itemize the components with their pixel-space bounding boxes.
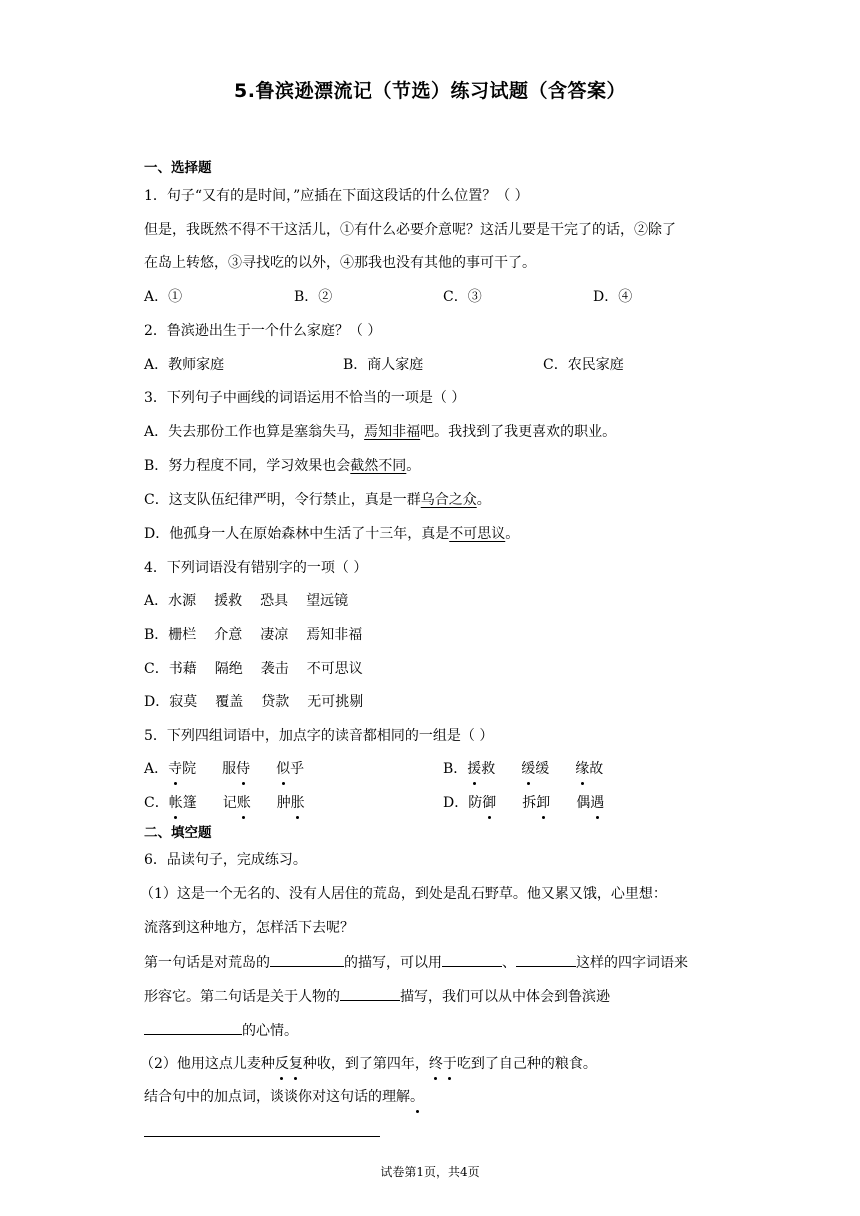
q5-a-char: 乎 — [290, 761, 305, 777]
q4-b-word: 凄凉 — [260, 627, 289, 643]
q5-a-char: 服 — [222, 761, 237, 777]
q5-d-dotted-char: 遇 — [590, 795, 605, 811]
q3-c-text-end: 。 — [476, 492, 491, 508]
q5-c-char: 肿 — [276, 795, 291, 811]
q4-option-b — [144, 625, 362, 645]
q1-passage-line2: 在岛上转悠，③寻找吃的以外，④那我也没有其他的事可干了。 — [144, 255, 536, 271]
q5-b-label: B． — [443, 761, 468, 777]
q5-d-label: D． — [443, 795, 469, 811]
q5-option-d — [443, 793, 604, 813]
q4-option-c — [144, 659, 363, 679]
q6-fill-text: 这样的四字词语来 — [576, 955, 688, 971]
q5-stem: 5．下列四组词语中，加点字的读音都相同的一组是（ ） — [144, 728, 494, 744]
q3-a-text-end: 吧。我找到了我更喜欢的职业。 — [420, 424, 617, 440]
q2-option-b: B．商人家庭 — [343, 357, 424, 373]
q5-c-char: 记 — [222, 795, 237, 811]
q6-part2-sentence — [140, 1054, 597, 1074]
q6-part2-text: （2）他用这点儿麦种 — [140, 1056, 275, 1072]
q4-a-word: 望远镜 — [306, 593, 349, 609]
q6-fill-line2 — [144, 986, 610, 1007]
q5-a-dotted-char: 似 — [276, 761, 291, 777]
q3-a-underlined: 焉知非福 — [364, 424, 421, 440]
q3-stem: 3．下列句子中画线的词语运用不恰当的一项是（ ） — [144, 390, 466, 406]
q6-fill-text: 的描写，可以用 — [344, 955, 442, 971]
q4-b-word: 介意 — [214, 627, 243, 643]
q6-part2-question — [144, 1087, 424, 1107]
q3-c-text: C．这支队伍纪律严明，令行禁止，真是一群 — [144, 492, 421, 508]
q2-option-a: A．教师家庭 — [144, 357, 225, 373]
q4-stem: 4．下列词语没有错别字的一项（ ） — [144, 560, 368, 576]
section-heading-choice: 一、选择题 — [144, 160, 212, 176]
q5-d-char: 防 — [468, 795, 483, 811]
q6-fill-text: 、 — [502, 955, 516, 971]
q5-b-char: 故 — [589, 761, 604, 777]
q4-d-word: D．寂莫 — [144, 694, 198, 710]
q6-part1-line2: 流落到这种地方，怎样活下去呢？ — [144, 920, 354, 936]
q3-option-b — [144, 456, 420, 476]
q3-option-d — [144, 524, 519, 544]
answer-blank[interactable] — [340, 986, 400, 1001]
q4-b-word: 焉知非福 — [306, 627, 363, 643]
q4-a-word: 恐具 — [260, 593, 289, 609]
q6-fill-text: 描写，我们可以从中体会到鲁滨逊 — [400, 989, 610, 1005]
section-heading-fill: 二、填空题 — [144, 825, 212, 841]
q6-fill-text: 形容它。第二句话是关于人物的 — [144, 989, 340, 1005]
q6-fill-line1 — [144, 952, 688, 973]
q5-c-dotted-char: 胀 — [290, 795, 305, 811]
q5-b-dotted-char: 缘 — [575, 761, 590, 777]
q5-a-char: 院 — [182, 761, 197, 777]
q5-d-char: 拆 — [522, 795, 537, 811]
q5-c-dotted-char: 帐 — [168, 795, 183, 811]
q4-option-a — [144, 591, 348, 611]
q3-c-underlined: 乌合之众 — [420, 492, 477, 508]
q5-a-label: A． — [144, 761, 169, 777]
q5-c-char: 篷 — [182, 795, 197, 811]
q1-passage-line1: 但是，我既然不得不干这活儿，①有什么必要介意呢？这活儿要是干完了的话，②除了 — [144, 222, 676, 238]
q6-part2-text: 种收，到了第四年， — [302, 1056, 429, 1072]
q3-a-text: A．失去那份工作也算是塞翁失马， — [144, 424, 365, 440]
answer-blank[interactable] — [516, 952, 576, 967]
q3-b-text-end: 。 — [406, 458, 421, 474]
q3-d-text-end: 。 — [505, 526, 520, 542]
q6-dotted-char: 复 — [288, 1056, 303, 1072]
q1-option-a: A．① — [144, 289, 183, 305]
q6-dotted-char: 于 — [442, 1056, 457, 1072]
q6-dotted-char: 反 — [274, 1056, 289, 1072]
answer-blank[interactable] — [144, 1020, 242, 1035]
q2-option-c: C．农民家庭 — [543, 357, 624, 373]
answer-line[interactable] — [144, 1136, 380, 1137]
q3-b-text: B．努力程度不同，学习效果也会 — [144, 458, 351, 474]
answer-blank[interactable] — [442, 952, 502, 967]
q5-d-dotted-char: 卸 — [536, 795, 551, 811]
q5-c-dotted-char: 账 — [236, 795, 251, 811]
q3-option-c — [144, 490, 491, 510]
q5-option-b — [443, 759, 603, 779]
q6-part2-text: 吃到了自己种的粮食。 — [456, 1056, 597, 1072]
q4-option-d — [144, 692, 363, 712]
q4-d-word: 无可挑剔 — [307, 694, 364, 710]
q5-a-dotted-char: 寺 — [168, 761, 183, 777]
q6-dotted-char: 。 — [410, 1089, 424, 1105]
q1-option-d: D．④ — [593, 289, 633, 305]
q5-d-dotted-char: 御 — [482, 795, 497, 811]
q1-stem: 1．句子“又有的是时间，”应插在下面这段话的什么位置？（ ） — [144, 188, 529, 204]
q4-a-word: 援救 — [214, 593, 243, 609]
page-title: 5.鲁滨逊漂流记（节选）练习试题（含答案） — [234, 80, 626, 102]
q4-c-word: 袭击 — [260, 661, 289, 677]
answer-blank[interactable] — [270, 952, 344, 967]
q3-b-underlined: 截然不同 — [350, 458, 407, 474]
q3-option-a — [144, 422, 616, 442]
q4-c-word: C．书藉 — [144, 661, 197, 677]
q5-b-dotted-char: 援 — [467, 761, 482, 777]
q4-d-word: 贷款 — [261, 694, 290, 710]
q4-d-word: 覆盖 — [215, 694, 244, 710]
q6-part2-question-text: 结合句中的加点词，谈谈你对这句话的理解 — [144, 1089, 410, 1105]
q6-fill-text: 的心情。 — [242, 1023, 298, 1039]
q5-b-char: 救 — [481, 761, 496, 777]
q5-d-char: 偶 — [576, 795, 591, 811]
q6-dotted-char: 终 — [428, 1056, 443, 1072]
q5-c-label: C． — [144, 795, 169, 811]
q4-c-word: 隔绝 — [214, 661, 243, 677]
q5-option-c — [144, 793, 305, 813]
q3-d-text: D．他孤身一人在原始森林中生活了十三年，真是 — [144, 526, 450, 542]
q6-part1-line1: （1）这是一个无名的、没有人居住的荒岛，到处是乱石野草。他又累又饿，心里想： — [140, 886, 667, 902]
q5-a-dotted-char: 侍 — [236, 761, 251, 777]
q3-d-underlined: 不可思议 — [449, 526, 506, 542]
q5-option-a — [144, 759, 304, 779]
q5-b-dotted-char: 缓 — [521, 761, 536, 777]
q4-a-word: A．水源 — [144, 593, 197, 609]
q4-c-word: 不可思议 — [306, 661, 363, 677]
q2-stem: 2．鲁滨逊出生于一个什么家庭？（ ） — [144, 323, 382, 339]
q4-b-word: B．栅栏 — [144, 627, 197, 643]
page-footer: 试卷第1页，共4页 — [380, 1165, 480, 1179]
q6-fill-line3 — [144, 1020, 298, 1041]
q5-b-char: 缓 — [535, 761, 550, 777]
q1-option-c: C．③ — [443, 289, 482, 305]
q1-option-b: B．② — [294, 289, 333, 305]
q6-fill-text: 第一句话是对荒岛的 — [144, 955, 270, 971]
q6-stem: 6．品读句子，完成练习。 — [144, 852, 307, 868]
